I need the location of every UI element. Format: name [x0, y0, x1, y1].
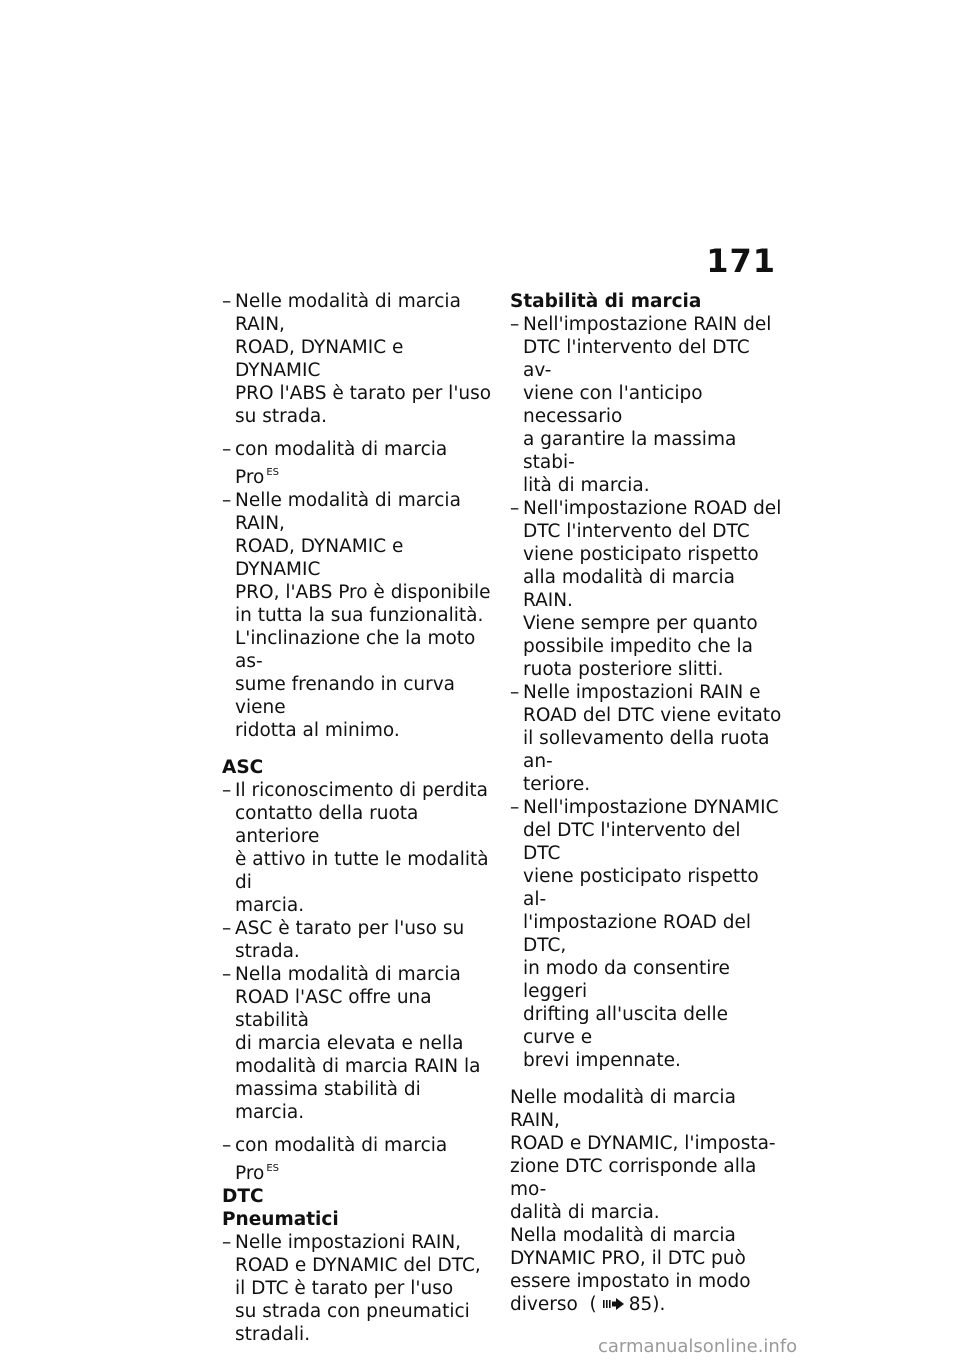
list-item-text: Nell'impostazione DYNAMIC del DTC l'intervento del DTC viene posticipato rispetto al- l'impostazione ROAD del DTC, in modo da consentire leggeri drifting all'uscita delle curve e brevi impennate.: [523, 797, 779, 1071]
page-number: 171: [706, 242, 776, 280]
dash: –: [222, 964, 232, 985]
page-reference[interactable]: 85).: [628, 1294, 666, 1315]
list-item-text: ASC è tarato per l'uso su strada.: [235, 918, 465, 962]
list-item-text: Nelle impostazioni RAIN, ROAD e DYNAMIC del DTC, il DTC è tarato per l'uso su strada con pneumatici stradali.: [235, 1232, 481, 1345]
paragraph: Nelle modalità di marcia RAIN, ROAD e DYNAMIC, l'imposta- zione DTC corrisponde alla mo- dalità di marcia.: [510, 1087, 776, 1223]
dash: –: [222, 291, 232, 312]
paragraph: Nella modalità di marcia DYNAMIC PRO, il DTC può essere impostato in modo diverso ( 85).: [510, 1225, 751, 1315]
dash: –: [222, 780, 232, 801]
list-item-text: Il riconoscimento di perdita contatto della ruota anteriore è attivo in tutte le modalità di marcia.: [235, 780, 489, 916]
subsection-heading-stability: Stabilità di marcia: [510, 291, 702, 312]
list-item: [222, 779, 494, 917]
list-item-pro-mode: [222, 1134, 494, 1185]
list-item-text: Nell'impostazione RAIN del DTC l'intervento del DTC av- viene con l'anticipo necessario a garantire la massima stabi- lità di marcia.: [523, 314, 772, 496]
dash: –: [222, 918, 232, 939]
dash: –: [510, 797, 520, 818]
list-item-text: Nelle impostazioni RAIN e ROAD del DTC viene evitato il sollevamento della ruota an- teriore.: [523, 682, 782, 795]
watermark: carmanualsonline.info: [598, 1336, 798, 1357]
dash: –: [222, 439, 232, 460]
list-item-text: Nelle modalità di marcia RAIN, ROAD, DYNAMIC e DYNAMIC PRO, l'ABS Pro è disponibile in tutta la sua funzionalità. L'inclinazione che la moto as- sume frenando in curva viene ridotta al minimo.: [235, 490, 491, 741]
dash: –: [222, 1232, 232, 1253]
list-item: [222, 290, 494, 428]
list-item: [222, 1231, 494, 1346]
list-item: [510, 313, 782, 497]
dash: –: [510, 314, 520, 335]
section-heading-dtc: DTC: [222, 1186, 264, 1207]
list-item: [510, 681, 782, 796]
list-item-pro-mode: [222, 438, 494, 489]
dash: –: [222, 1135, 232, 1156]
dash: –: [222, 490, 232, 511]
es-option-mark: ES: [266, 467, 280, 478]
list-item: [222, 963, 494, 1124]
dash: –: [510, 498, 520, 519]
list-item-text: Nella modalità di marcia ROAD l'ASC offre una stabilità di marcia elevata e nella modalità di marcia RAIN la massima stabilità di marcia.: [235, 964, 481, 1123]
dash: –: [510, 682, 520, 703]
right-column: [510, 290, 782, 1316]
left-column: [222, 290, 494, 1346]
list-item: [222, 489, 494, 742]
list-item-text: Nell'impostazione ROAD del DTC l'intervento del DTC viene posticipato rispetto alla modalità di marcia RAIN. Viene sempre per quanto possibile impedito che la ruota posteriore slitti.: [523, 498, 782, 680]
es-option-mark: ES: [266, 1163, 280, 1174]
pro-mode-note: con modalità di marcia Pro: [235, 1135, 448, 1184]
section-heading-asc: ASC: [222, 757, 264, 778]
list-item-text: Nelle modalità di marcia RAIN, ROAD, DYNAMIC e DYNAMIC PRO l'ABS è tarato per l'uso su strada.: [235, 291, 492, 427]
list-item: [222, 917, 494, 963]
list-item: [510, 497, 782, 681]
subsection-heading-tyres: Pneumatici: [222, 1209, 339, 1230]
list-item: [510, 796, 782, 1072]
page-reference-arrow-icon: [603, 1294, 625, 1308]
pro-mode-note: con modalità di marcia Pro: [235, 439, 448, 488]
